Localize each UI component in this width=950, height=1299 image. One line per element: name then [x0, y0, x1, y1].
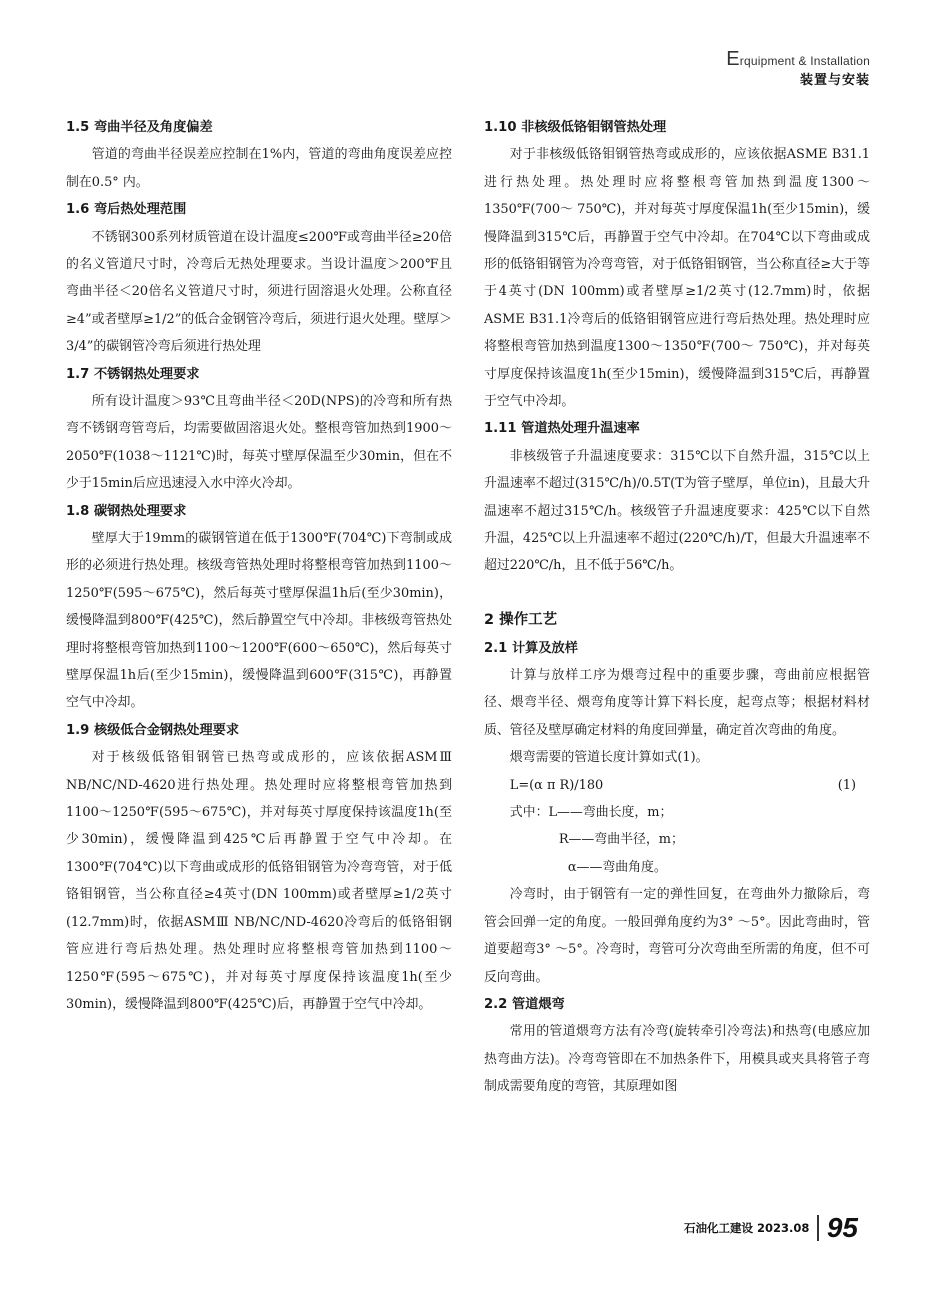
section-title-chinese: 装置与安装 [799, 73, 870, 88]
paragraph: 煨弯需要的管道长度计算如式(1)。 [509, 750, 709, 766]
definition-r: R——弯曲半径，m； [558, 832, 684, 848]
right-column [484, 114, 870, 1101]
section-gap [484, 580, 870, 607]
paragraph: 对于非核级低铬钼钢管热弯或成形的，应该依据ASME B31.1进行热处理。热处理时应将整根弯管加热到温度1300～1350℉(700～ 750℃)，并对每英寸厚度保温1h(至少15min)，缓慢降温到315℃后，再静置于空气中冷却。在704℃以下弯曲或成形的低铬钼钢管为冷弯弯管，对于低铬钼钢管，当公称直径≥大于等于4英寸(DN 100mm)或者壁厚≥1/2英寸(12.7mm)时，依据ASME B31.1冷弯后的低铬钼钢管应进行弯后热处理。热处理时应将整根弯管加热到温度1300～1350℉(700～ 750℃)，并对每英寸厚度保持该温度1h(至少15min)，缓慢降温到315℃后，再静置于空气中冷却。 [484, 147, 870, 410]
paragraph: 冷弯时，由于钢管有一定的弹性回复，在弯曲外力撤除后，弯管会回弹一定的角度。一般回弹角度约为3° ～5°。因此弯曲时，管道要超弯3° ～5°。冷弯时，弯管可分次弯曲至所需的角度，但不可反向弯曲。 [484, 887, 870, 985]
heading-2: 2 操作工艺 [484, 612, 558, 629]
heading-1-8: 1.8 碳钢热处理要求 [66, 503, 187, 519]
journal-section-header [726, 48, 870, 88]
section-title-english: Erquipment & Installation [726, 48, 870, 70]
heading-1-9: 1.9 核级低合金钢热处理要求 [66, 722, 240, 738]
definition-alpha: α——弯曲角度。 [567, 859, 667, 875]
heading-1-5: 1.5 弯曲半径及角度偏差 [66, 120, 213, 135]
equation-number: (1) [837, 777, 856, 793]
definition-l: 式中：L——弯曲长度，m； [509, 805, 673, 821]
heading-2-1: 2.1 计算及放样 [484, 640, 578, 656]
page-number: 95 [826, 1212, 858, 1243]
paragraph: 所有设计温度＞93℃且弯曲半径＜20D(NPS)的冷弯和所有热弯不锈钢弯管弯后，均需要做固溶退火处。整根弯管加热到1900～2050℉(1038～1121℃)时，每英寸壁厚保温至少30min，但在不少于15min后应迅速浸入水中淬火冷却。 [66, 394, 452, 492]
variable-definitions [484, 799, 870, 881]
equation-1 [484, 772, 870, 799]
paragraph: 不锈钢300系列材质管道在设计温度≤200℉或弯曲半径≥20倍的名义管道尺寸时，冷弯后无热处理要求。当设计温度＞200℉且弯曲半径＜20倍名义管道尺寸时，须进行固溶退火处理。公称直径≥4”或者壁厚≥1/2”的低合金钢管冷弯后，须进行退火处理。壁厚＞3/4”的碳钢管冷弯后须进行热处理 [66, 229, 452, 355]
heading-2-2: 2.2 管道煨弯 [484, 996, 565, 1012]
footer-divider [817, 1215, 819, 1241]
heading-1-6: 1.6 弯后热处理范围 [66, 202, 187, 218]
equation-body: L=(α π R)/180 [509, 777, 604, 793]
paragraph: 常用的管道煨弯方法有冷弯(旋转牵引冷弯法)和热弯(电感应加热弯曲方法)。冷弯弯管即在不加热条件下，用模具或夹具将管子弯制成需要角度的弯管，其原理如图 [484, 1024, 870, 1095]
paragraph: 计算与放样工序为煨弯过程中的重要步骤，弯曲前应根据管径、煨弯半径、煨弯角度等计算下料长度，起弯点等；根据材料材质、管径及壁厚确定材料的角度回弹量，确定首次弯曲的角度。 [484, 668, 870, 738]
paragraph: 对于核级低铬钼钢管已热弯或成形的，应该依据ASMⅢ NB/NC/ND-4620进行热处理。热处理时应将整根弯管加热到1100～1250℉(595～675℃)，并对每英寸厚度保持该温度1h(至少30min)，缓慢降温到425℃后再静置于空气中冷却。在1300℉(704℃)以下弯曲或成形的低铬钼钢管为冷弯弯管，对于低铬钼钢管，当公称直径≥4英寸(DN 100mm)或者壁厚≥1/2英寸(12.7mm)时，依据ASMⅢ NB/NC/ND-4620冷弯后的低铬钼钢管应进行弯后热处理。热处理时应将整根弯管加热到1100～1250℉(595～675℃)，并对每英寸厚度保持该温度1h(至少30min)，缓慢降温到800℉(425℃)后，再静置于空气中冷却。 [66, 750, 452, 1012]
heading-1-7: 1.7 不锈钢热处理要求 [66, 366, 200, 382]
heading-1-11: 1.11 管道热处理升温速率 [484, 421, 640, 437]
paragraph: 壁厚大于19mm的碳钢管道在低于1300℉(704℃)下弯制或成形的必须进行热处理。核级弯管热处理时将整根弯管加热到1100～1250℉(595～675℃)，然后每英寸壁厚保温1h后(至少30min)，缓慢降温到800℉(425℃)，然后静置空气中冷却。非核级弯管热处理时将整根弯管加热到1100～1200℉(600～650℃)，然后每英寸壁厚保温1h后(至少15min)，缓慢降温到600℉(315℃)，再静置空气中冷却。 [66, 531, 452, 711]
left-column [66, 114, 452, 1018]
heading-1-10: 1.10 非核级低铬钼钢管热处理 [484, 120, 667, 135]
paragraph: 管道的弯曲半径误差应控制在1%内，管道的弯曲角度误差应控制在0.5° 内。 [66, 147, 452, 190]
journal-issue: 石油化工建设 2023.08 [683, 1221, 810, 1235]
paragraph: 非核级管子升温速度要求：315℃以下自然升温，315℃以上升温速率不超过(315℃/h)/0.5T(T为管子壁厚，单位in)，且最大升温速率不超过315℃/h。核级管子升温速度要求：425℃以下自然升温，425℃以上升温速率不超过(220℃/h)/T，但最大升温速率不超过220℃/h，且不低于56℃/h。 [484, 448, 870, 574]
page-footer [684, 1212, 858, 1244]
